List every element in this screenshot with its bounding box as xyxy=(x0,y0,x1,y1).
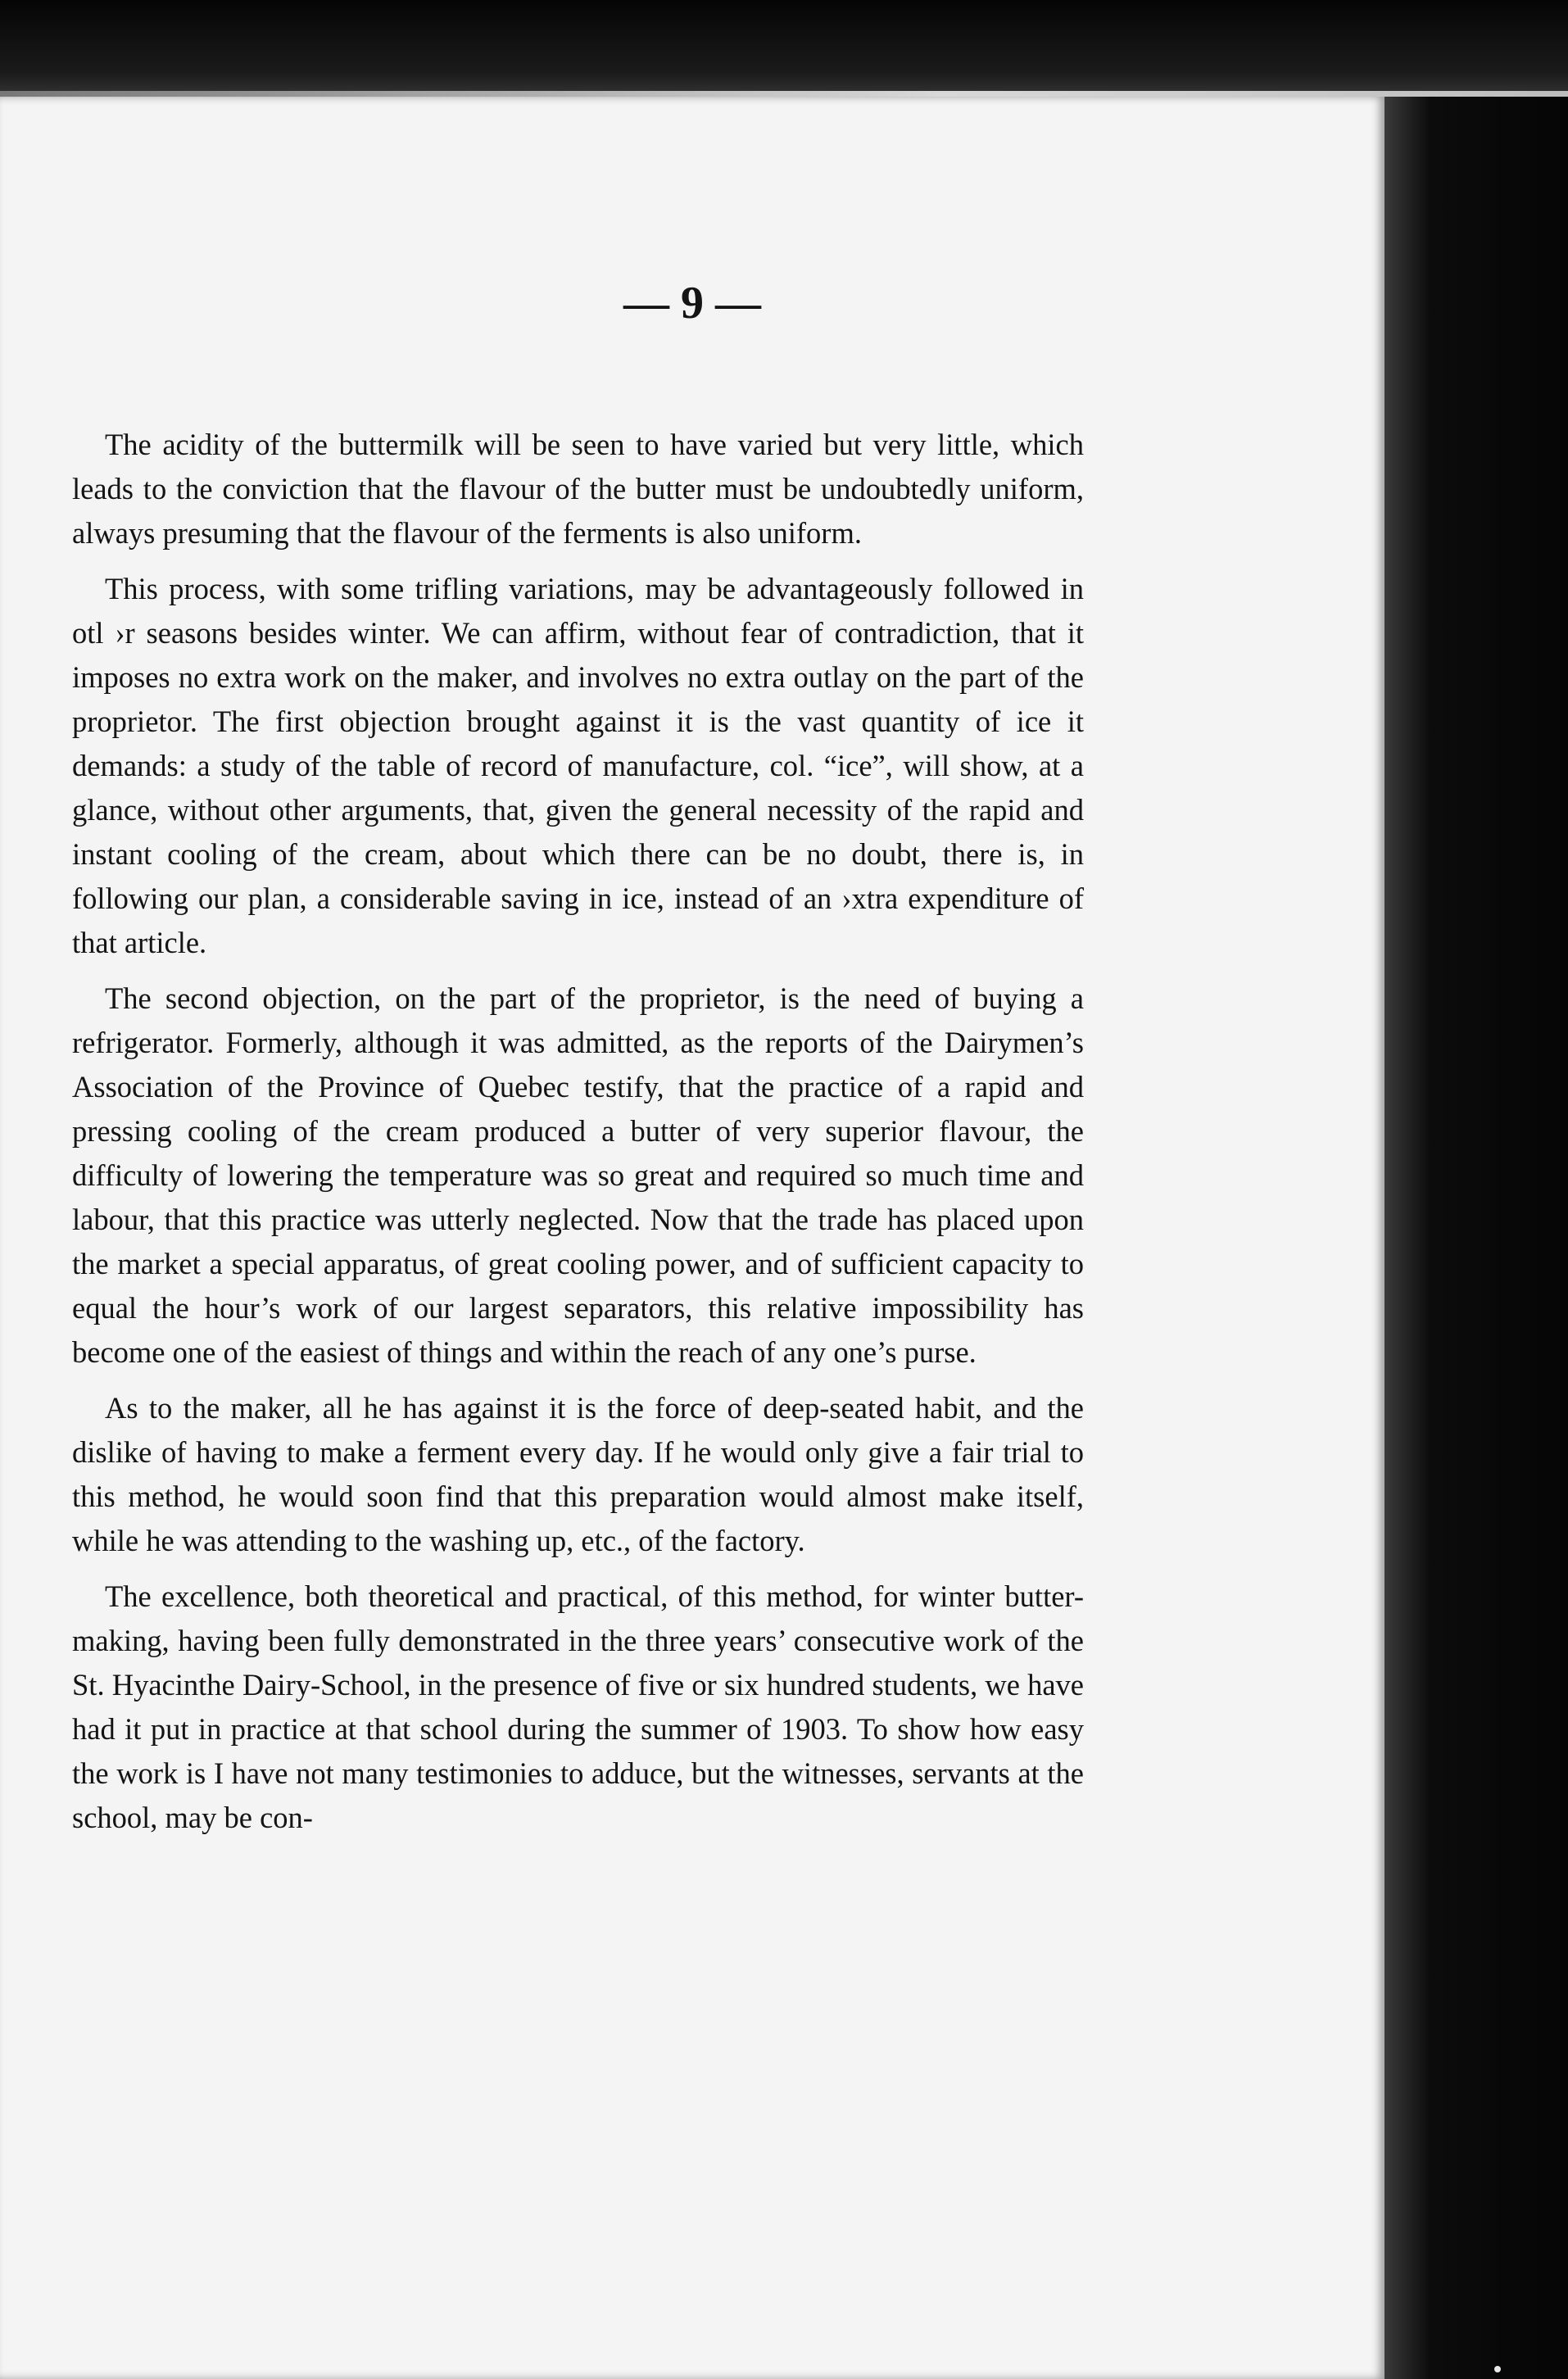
scan-top-border xyxy=(0,0,1568,102)
paragraph-5: The excellence, both theoretical and practical, of this method, for winter butter-making, having been fully demonstrated in the three years’ consecutive work of the St. Hyacinthe Dairy-School, in the presence of five or six hundred students, we have had it put in practice at that school during the summer of 1903. To show how easy the work is I have not many testimonies to adduce, but the witnesses, servants at the school, may be con- xyxy=(72,1579,1084,1834)
paragraph-4: As to the maker, all he has against it is the force of deep-seated habit, and the dislike of having to make a ferment every day. If he would only give a fair trial to this method, he would soon find that this preparation would almost make itself, while he was attending to the washing up, etc., of the factory. xyxy=(72,1391,1084,1557)
body-text xyxy=(72,423,1084,1851)
scan-speck xyxy=(1494,2366,1501,2372)
paragraph-1: The acidity of the buttermilk will be seen to have varied but very little, which leads to the conviction that the flavour of the butter must be undoubtedly uniform, always presuming that the flavour of the ferments is also uniform. xyxy=(72,428,1084,550)
paragraph-3: The second objection, on the part of the proprietor, is the need of buying a refrigerator. Formerly, although it was admitted, as the reports of the Dairymen’s Association of the Province of Quebec testify, that the practice of a rapid and pressing cooling of the cream produced a butter of very superior flavour, the difficulty of lowering the temperature was so great and required so much time and labour, that this practice was utterly neglected. Now that the trade has placed upon the market a special apparatus, of great cooling power, and of sufficient capacity to equal the hour’s work of our largest separators, this relative impossibility has become one of the easiest of things and within the reach of any one’s purse. xyxy=(72,981,1084,1369)
page-number: — 9 — xyxy=(623,278,761,329)
paper-page xyxy=(0,97,1384,2379)
paragraph-2: This process, with some trifling variations, may be advantageously followed in otl ›r seasons besides winter. We can affirm, without fear of contradiction, that it imposes no extra work on the maker, and involves no extra outlay on the part of the proprietor. The first objection brought against it is the vast quantity of ice it demands: a study of the table of record of manufacture, col. “ice”, will show, at a glance, without other arguments, that, given the general necessity of the rapid and instant cooling of the cream, about which there can be no doubt, there is, in following our plan, a considerable saving in ice, instead of an ›xtra expenditure of that article. xyxy=(72,572,1084,959)
scan-right-border xyxy=(1384,97,1568,2379)
